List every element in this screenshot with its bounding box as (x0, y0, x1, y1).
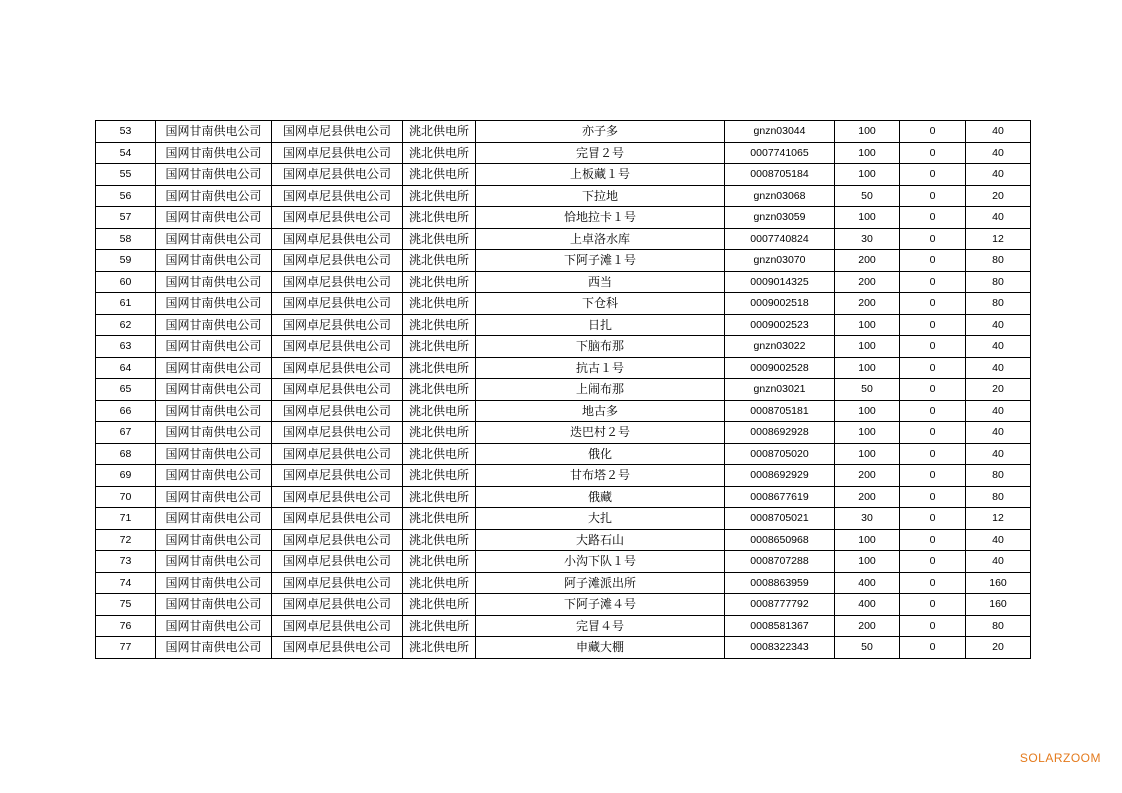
table-row (96, 164, 1031, 186)
row-number-cell: 56 (96, 185, 156, 207)
value-zero-cell: 0 (900, 443, 966, 465)
value-zero-cell: 0 (900, 594, 966, 616)
row-number-cell: 68 (96, 443, 156, 465)
location-name-cell: 申藏大棚 (476, 637, 725, 659)
power-station-cell: 洮北供电所 (403, 551, 476, 573)
power-station-cell: 洮北供电所 (403, 594, 476, 616)
value-cell: 160 (966, 572, 1031, 594)
county-company-cell: 国网卓尼县供电公司 (272, 357, 403, 379)
power-station-cell: 洮北供电所 (403, 293, 476, 315)
power-station-cell: 洮北供电所 (403, 615, 476, 637)
city-company-cell: 国网甘南供电公司 (156, 465, 272, 487)
power-station-cell: 洮北供电所 (403, 443, 476, 465)
value-cell: 40 (966, 207, 1031, 229)
county-company-cell: 国网卓尼县供电公司 (272, 443, 403, 465)
meter-code-cell: 0008322343 (725, 637, 835, 659)
value-cell: 80 (966, 615, 1031, 637)
capacity-cell: 100 (835, 422, 900, 444)
capacity-cell: 100 (835, 142, 900, 164)
power-station-cell: 洮北供电所 (403, 357, 476, 379)
county-company-cell: 国网卓尼县供电公司 (272, 314, 403, 336)
value-zero-cell: 0 (900, 615, 966, 637)
power-station-cell: 洮北供电所 (403, 207, 476, 229)
table-row (96, 508, 1031, 530)
table-row (96, 207, 1031, 229)
meter-code-cell: 0007741065 (725, 142, 835, 164)
row-number-cell: 58 (96, 228, 156, 250)
row-number-cell: 55 (96, 164, 156, 186)
value-cell: 40 (966, 422, 1031, 444)
meter-code-cell: 0008705020 (725, 443, 835, 465)
city-company-cell: 国网甘南供电公司 (156, 508, 272, 530)
county-company-cell: 国网卓尼县供电公司 (272, 508, 403, 530)
meter-code-cell: 0008705181 (725, 400, 835, 422)
value-cell: 40 (966, 164, 1031, 186)
row-number-cell: 72 (96, 529, 156, 551)
meter-code-cell: 0009014325 (725, 271, 835, 293)
value-cell: 40 (966, 336, 1031, 358)
value-zero-cell: 0 (900, 551, 966, 573)
power-station-cell: 洮北供电所 (403, 142, 476, 164)
row-number-cell: 62 (96, 314, 156, 336)
county-company-cell: 国网卓尼县供电公司 (272, 121, 403, 143)
table-row (96, 228, 1031, 250)
table-row (96, 250, 1031, 272)
capacity-cell: 50 (835, 637, 900, 659)
row-number-cell: 53 (96, 121, 156, 143)
row-number-cell: 76 (96, 615, 156, 637)
location-name-cell: 俄化 (476, 443, 725, 465)
power-station-cell: 洮北供电所 (403, 572, 476, 594)
row-number-cell: 59 (96, 250, 156, 272)
power-station-cell: 洮北供电所 (403, 637, 476, 659)
table-row (96, 637, 1031, 659)
city-company-cell: 国网甘南供电公司 (156, 250, 272, 272)
value-cell: 160 (966, 594, 1031, 616)
value-cell: 20 (966, 379, 1031, 401)
table-row (96, 551, 1031, 573)
meter-code-cell: 0009002523 (725, 314, 835, 336)
table-row (96, 486, 1031, 508)
row-number-cell: 57 (96, 207, 156, 229)
city-company-cell: 国网甘南供电公司 (156, 551, 272, 573)
capacity-cell: 50 (835, 185, 900, 207)
meter-code-cell: gnzn03068 (725, 185, 835, 207)
table-row (96, 185, 1031, 207)
county-company-cell: 国网卓尼县供电公司 (272, 293, 403, 315)
row-number-cell: 66 (96, 400, 156, 422)
table-row (96, 314, 1031, 336)
power-station-cell: 洮北供电所 (403, 164, 476, 186)
power-station-cell: 洮北供电所 (403, 271, 476, 293)
location-name-cell: 大扎 (476, 508, 725, 530)
table-row (96, 615, 1031, 637)
value-zero-cell: 0 (900, 336, 966, 358)
capacity-cell: 200 (835, 271, 900, 293)
value-cell: 40 (966, 400, 1031, 422)
meter-code-cell: 0008650968 (725, 529, 835, 551)
solarzoom-watermark: SOLARZOOM (1019, 751, 1101, 765)
value-zero-cell: 0 (900, 572, 966, 594)
capacity-cell: 100 (835, 551, 900, 573)
county-company-cell: 国网卓尼县供电公司 (272, 572, 403, 594)
location-name-cell: 西当 (476, 271, 725, 293)
capacity-cell: 400 (835, 572, 900, 594)
power-station-cell: 洮北供电所 (403, 508, 476, 530)
meter-code-cell: 0009002528 (725, 357, 835, 379)
meter-code-cell: gnzn03044 (725, 121, 835, 143)
capacity-cell: 200 (835, 615, 900, 637)
value-cell: 20 (966, 637, 1031, 659)
row-number-cell: 73 (96, 551, 156, 573)
substation-table (95, 120, 1031, 659)
value-zero-cell: 0 (900, 185, 966, 207)
capacity-cell: 100 (835, 336, 900, 358)
capacity-cell: 100 (835, 443, 900, 465)
power-station-cell: 洮北供电所 (403, 400, 476, 422)
value-zero-cell: 0 (900, 207, 966, 229)
city-company-cell: 国网甘南供电公司 (156, 314, 272, 336)
city-company-cell: 国网甘南供电公司 (156, 486, 272, 508)
location-name-cell: 上板藏１号 (476, 164, 725, 186)
location-name-cell: 下脑布那 (476, 336, 725, 358)
row-number-cell: 77 (96, 637, 156, 659)
meter-code-cell: gnzn03021 (725, 379, 835, 401)
value-zero-cell: 0 (900, 271, 966, 293)
value-zero-cell: 0 (900, 293, 966, 315)
value-zero-cell: 0 (900, 465, 966, 487)
city-company-cell: 国网甘南供电公司 (156, 142, 272, 164)
value-cell: 40 (966, 443, 1031, 465)
county-company-cell: 国网卓尼县供电公司 (272, 207, 403, 229)
row-number-cell: 61 (96, 293, 156, 315)
value-cell: 12 (966, 508, 1031, 530)
value-cell: 20 (966, 185, 1031, 207)
county-company-cell: 国网卓尼县供电公司 (272, 379, 403, 401)
power-station-cell: 洮北供电所 (403, 529, 476, 551)
city-company-cell: 国网甘南供电公司 (156, 379, 272, 401)
location-name-cell: 俄藏 (476, 486, 725, 508)
power-station-cell: 洮北供电所 (403, 465, 476, 487)
location-name-cell: 抗古１号 (476, 357, 725, 379)
table-row (96, 336, 1031, 358)
table-row (96, 357, 1031, 379)
value-cell: 80 (966, 465, 1031, 487)
value-zero-cell: 0 (900, 637, 966, 659)
table-row (96, 422, 1031, 444)
capacity-cell: 200 (835, 486, 900, 508)
county-company-cell: 国网卓尼县供电公司 (272, 400, 403, 422)
capacity-cell: 200 (835, 250, 900, 272)
capacity-cell: 200 (835, 293, 900, 315)
city-company-cell: 国网甘南供电公司 (156, 271, 272, 293)
location-name-cell: 亦子多 (476, 121, 725, 143)
power-station-cell: 洮北供电所 (403, 228, 476, 250)
value-zero-cell: 0 (900, 529, 966, 551)
capacity-cell: 100 (835, 314, 900, 336)
row-number-cell: 74 (96, 572, 156, 594)
location-name-cell: 上卓洛水库 (476, 228, 725, 250)
table-row (96, 465, 1031, 487)
county-company-cell: 国网卓尼县供电公司 (272, 637, 403, 659)
city-company-cell: 国网甘南供电公司 (156, 637, 272, 659)
meter-code-cell: 0007740824 (725, 228, 835, 250)
value-cell: 40 (966, 529, 1031, 551)
power-station-cell: 洮北供电所 (403, 336, 476, 358)
value-zero-cell: 0 (900, 121, 966, 143)
capacity-cell: 100 (835, 207, 900, 229)
location-name-cell: 完冒２号 (476, 142, 725, 164)
value-zero-cell: 0 (900, 314, 966, 336)
value-cell: 80 (966, 486, 1031, 508)
capacity-cell: 100 (835, 357, 900, 379)
table-row (96, 400, 1031, 422)
value-zero-cell: 0 (900, 250, 966, 272)
power-station-cell: 洮北供电所 (403, 121, 476, 143)
meter-code-cell: 0009002518 (725, 293, 835, 315)
meter-code-cell: 0008677619 (725, 486, 835, 508)
city-company-cell: 国网甘南供电公司 (156, 121, 272, 143)
value-zero-cell: 0 (900, 379, 966, 401)
county-company-cell: 国网卓尼县供电公司 (272, 615, 403, 637)
county-company-cell: 国网卓尼县供电公司 (272, 142, 403, 164)
capacity-cell: 100 (835, 400, 900, 422)
location-name-cell: 下拉地 (476, 185, 725, 207)
table-row (96, 293, 1031, 315)
table-row (96, 594, 1031, 616)
location-name-cell: 迭巴村２号 (476, 422, 725, 444)
city-company-cell: 国网甘南供电公司 (156, 357, 272, 379)
table-row (96, 529, 1031, 551)
table-row (96, 271, 1031, 293)
row-number-cell: 60 (96, 271, 156, 293)
meter-code-cell: 0008581367 (725, 615, 835, 637)
county-company-cell: 国网卓尼县供电公司 (272, 185, 403, 207)
power-station-cell: 洮北供电所 (403, 486, 476, 508)
power-station-cell: 洮北供电所 (403, 314, 476, 336)
city-company-cell: 国网甘南供电公司 (156, 443, 272, 465)
capacity-cell: 100 (835, 529, 900, 551)
meter-code-cell: gnzn03059 (725, 207, 835, 229)
value-zero-cell: 0 (900, 422, 966, 444)
value-zero-cell: 0 (900, 357, 966, 379)
capacity-cell: 30 (835, 228, 900, 250)
row-number-cell: 64 (96, 357, 156, 379)
meter-code-cell: 0008707288 (725, 551, 835, 573)
power-station-cell: 洮北供电所 (403, 379, 476, 401)
city-company-cell: 国网甘南供电公司 (156, 185, 272, 207)
county-company-cell: 国网卓尼县供电公司 (272, 486, 403, 508)
value-cell: 12 (966, 228, 1031, 250)
row-number-cell: 63 (96, 336, 156, 358)
city-company-cell: 国网甘南供电公司 (156, 293, 272, 315)
value-zero-cell: 0 (900, 508, 966, 530)
value-zero-cell: 0 (900, 164, 966, 186)
location-name-cell: 甘布塔２号 (476, 465, 725, 487)
value-zero-cell: 0 (900, 486, 966, 508)
capacity-cell: 100 (835, 164, 900, 186)
meter-code-cell: gnzn03022 (725, 336, 835, 358)
city-company-cell: 国网甘南供电公司 (156, 615, 272, 637)
city-company-cell: 国网甘南供电公司 (156, 400, 272, 422)
location-name-cell: 完冒４号 (476, 615, 725, 637)
location-name-cell: 阿子滩派出所 (476, 572, 725, 594)
county-company-cell: 国网卓尼县供电公司 (272, 422, 403, 444)
table-body (96, 121, 1031, 659)
location-name-cell: 上闹布那 (476, 379, 725, 401)
city-company-cell: 国网甘南供电公司 (156, 336, 272, 358)
county-company-cell: 国网卓尼县供电公司 (272, 250, 403, 272)
capacity-cell: 200 (835, 465, 900, 487)
county-company-cell: 国网卓尼县供电公司 (272, 551, 403, 573)
capacity-cell: 400 (835, 594, 900, 616)
location-name-cell: 下仓科 (476, 293, 725, 315)
city-company-cell: 国网甘南供电公司 (156, 207, 272, 229)
capacity-cell: 30 (835, 508, 900, 530)
location-name-cell: 地古多 (476, 400, 725, 422)
row-number-cell: 71 (96, 508, 156, 530)
value-cell: 80 (966, 250, 1031, 272)
capacity-cell: 100 (835, 121, 900, 143)
value-cell: 40 (966, 314, 1031, 336)
meter-code-cell: 0008692928 (725, 422, 835, 444)
power-station-cell: 洮北供电所 (403, 250, 476, 272)
value-zero-cell: 0 (900, 400, 966, 422)
location-name-cell: 下阿子滩１号 (476, 250, 725, 272)
location-name-cell: 下阿子滩４号 (476, 594, 725, 616)
row-number-cell: 54 (96, 142, 156, 164)
meter-code-cell: 0008705184 (725, 164, 835, 186)
county-company-cell: 国网卓尼县供电公司 (272, 594, 403, 616)
city-company-cell: 国网甘南供电公司 (156, 594, 272, 616)
row-number-cell: 70 (96, 486, 156, 508)
city-company-cell: 国网甘南供电公司 (156, 228, 272, 250)
location-name-cell: 日扎 (476, 314, 725, 336)
meter-code-cell: 0008863959 (725, 572, 835, 594)
table-row (96, 572, 1031, 594)
city-company-cell: 国网甘南供电公司 (156, 529, 272, 551)
meter-code-cell: 0008777792 (725, 594, 835, 616)
value-zero-cell: 0 (900, 142, 966, 164)
value-zero-cell: 0 (900, 228, 966, 250)
county-company-cell: 国网卓尼县供电公司 (272, 465, 403, 487)
power-station-cell: 洮北供电所 (403, 185, 476, 207)
value-cell: 80 (966, 271, 1031, 293)
meter-code-cell: gnzn03070 (725, 250, 835, 272)
row-number-cell: 65 (96, 379, 156, 401)
table-row (96, 379, 1031, 401)
city-company-cell: 国网甘南供电公司 (156, 422, 272, 444)
location-name-cell: 大路石山 (476, 529, 725, 551)
meter-code-cell: 0008692929 (725, 465, 835, 487)
value-cell: 80 (966, 293, 1031, 315)
table-row (96, 142, 1031, 164)
location-name-cell: 恰地拉卡１号 (476, 207, 725, 229)
county-company-cell: 国网卓尼县供电公司 (272, 529, 403, 551)
county-company-cell: 国网卓尼县供电公司 (272, 228, 403, 250)
row-number-cell: 67 (96, 422, 156, 444)
row-number-cell: 69 (96, 465, 156, 487)
value-cell: 40 (966, 142, 1031, 164)
document-sheet (95, 120, 1030, 659)
power-station-cell: 洮北供电所 (403, 422, 476, 444)
location-name-cell: 小沟下队１号 (476, 551, 725, 573)
county-company-cell: 国网卓尼县供电公司 (272, 271, 403, 293)
value-cell: 40 (966, 551, 1031, 573)
city-company-cell: 国网甘南供电公司 (156, 164, 272, 186)
meter-code-cell: 0008705021 (725, 508, 835, 530)
county-company-cell: 国网卓尼县供电公司 (272, 164, 403, 186)
row-number-cell: 75 (96, 594, 156, 616)
value-cell: 40 (966, 121, 1031, 143)
city-company-cell: 国网甘南供电公司 (156, 572, 272, 594)
table-row (96, 443, 1031, 465)
county-company-cell: 国网卓尼县供电公司 (272, 336, 403, 358)
capacity-cell: 50 (835, 379, 900, 401)
table-row (96, 121, 1031, 143)
value-cell: 40 (966, 357, 1031, 379)
